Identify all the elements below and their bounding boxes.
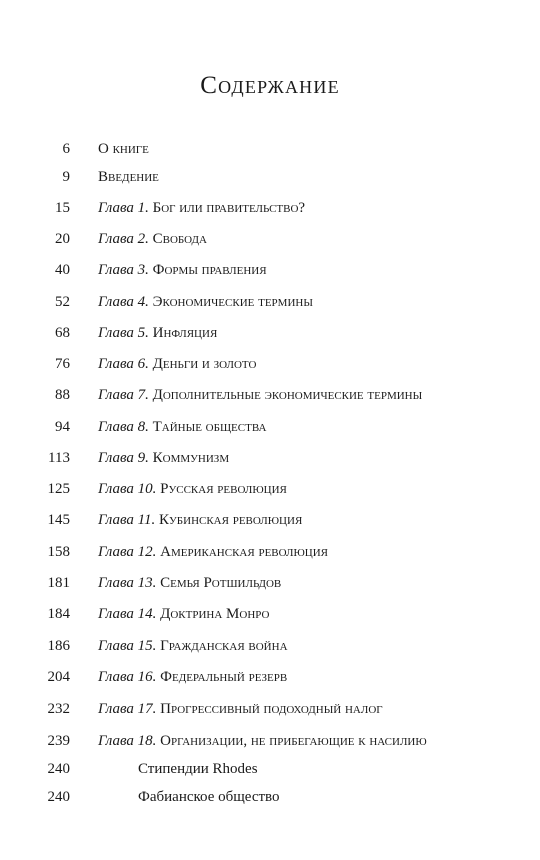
chapter-number: Глава 1. <box>98 200 149 216</box>
toc-row[interactable] <box>0 197 540 219</box>
toc-entry <box>138 786 280 808</box>
page-title: Содержание <box>200 72 340 99</box>
toc-row[interactable] <box>0 478 540 500</box>
toc-entry <box>98 322 217 344</box>
chapter-number: Глава 3. <box>98 262 149 278</box>
toc-page-number: 9 <box>62 169 70 185</box>
chapter-number: Глава 14. <box>98 606 157 622</box>
toc-page-number: 240 <box>47 761 70 777</box>
entry-title: Фабианское общество <box>138 789 280 805</box>
entry-title: Свобода <box>152 231 207 247</box>
toc-page-number: 239 <box>47 733 70 749</box>
toc-entry <box>138 758 258 780</box>
entry-title: Прогрессивный подоходный налог <box>160 701 383 717</box>
toc-entry <box>98 447 229 469</box>
toc-page-number: 125 <box>47 481 70 497</box>
entry-title: Коммунизм <box>152 450 230 466</box>
toc-row[interactable] <box>0 353 540 375</box>
toc-entry <box>98 509 302 531</box>
entry-title: Дополнительные экономические термины <box>152 387 423 403</box>
toc-row[interactable] <box>0 509 540 531</box>
toc-entry <box>98 259 267 281</box>
toc-page-number: 186 <box>47 638 70 654</box>
entry-title: Стипендии Rhodes <box>138 761 258 777</box>
toc-page-number: 76 <box>55 356 70 372</box>
chapter-number: Глава 9. <box>98 450 149 466</box>
entry-title: Деньги и золото <box>152 356 257 372</box>
toc-page-number: 94 <box>55 419 70 435</box>
toc-page-number: 6 <box>62 141 70 157</box>
chapter-number: Глава 15. <box>98 638 157 654</box>
toc-page-number: 232 <box>47 701 70 717</box>
entry-title: Кубинская революция <box>159 512 303 528</box>
chapter-number: Глава 10. <box>98 481 157 497</box>
toc-row[interactable] <box>0 572 540 594</box>
chapter-number: Глава 13. <box>98 575 157 591</box>
toc-entry <box>98 353 256 375</box>
entry-title: Американская революция <box>160 544 329 560</box>
chapter-number: Глава 4. <box>98 294 149 310</box>
toc-row[interactable] <box>0 166 540 188</box>
entry-title: Русская революция <box>160 481 287 497</box>
toc-row[interactable] <box>0 259 540 281</box>
entry-title: Семья Ротшильдов <box>160 575 282 591</box>
toc-entry <box>98 166 159 188</box>
toc-row[interactable] <box>0 541 540 563</box>
entry-title: Бог или правительство? <box>152 200 306 216</box>
toc-page-number: 15 <box>55 200 70 216</box>
entry-title: О книге <box>98 141 149 157</box>
entry-title: Организации, не прибегающие к насилию <box>160 733 427 749</box>
toc-entry <box>98 666 287 688</box>
toc-entry <box>98 572 281 594</box>
toc-entry <box>98 138 149 160</box>
entry-title: Гражданская война <box>160 638 288 654</box>
toc-page-number: 113 <box>48 450 70 466</box>
toc-entry <box>98 384 422 406</box>
toc-row[interactable] <box>0 730 540 752</box>
toc-page-number: 181 <box>47 575 70 591</box>
toc-entry <box>98 197 305 219</box>
toc-entry <box>98 291 313 313</box>
toc-page-number: 240 <box>47 789 70 805</box>
toc-row[interactable] <box>0 666 540 688</box>
toc-page-number: 20 <box>55 231 70 247</box>
chapter-number: Глава 16. <box>98 669 157 685</box>
toc-page-number: 88 <box>55 387 70 403</box>
toc-row[interactable] <box>0 291 540 313</box>
chapter-number: Глава 5. <box>98 325 149 341</box>
toc-page-number: 158 <box>47 544 70 560</box>
entry-title: Тайные общества <box>152 419 267 435</box>
toc-page-number: 68 <box>55 325 70 341</box>
toc-entry <box>98 228 207 250</box>
entry-title: Инфляция <box>152 325 218 341</box>
toc-entry <box>98 603 269 625</box>
toc-entry <box>98 478 287 500</box>
toc-entry <box>98 541 328 563</box>
toc-entry <box>98 416 266 438</box>
toc-row[interactable] <box>0 698 540 720</box>
toc-entry <box>98 698 383 720</box>
toc-page-number: 145 <box>47 512 70 528</box>
chapter-number: Глава 17. <box>98 701 157 717</box>
chapter-number: Глава 12. <box>98 544 157 560</box>
chapter-number: Глава 11. <box>98 512 156 528</box>
chapter-number: Глава 8. <box>98 419 149 435</box>
toc-row[interactable] <box>0 384 540 406</box>
entry-title: Формы правления <box>152 262 267 278</box>
toc-row[interactable] <box>0 322 540 344</box>
toc-page-number: 184 <box>47 606 70 622</box>
entry-title: Федеральный резерв <box>160 669 288 685</box>
toc-page-number: 52 <box>55 294 70 310</box>
toc-row[interactable] <box>0 416 540 438</box>
chapter-number: Глава 7. <box>98 387 149 403</box>
chapter-number: Глава 18. <box>98 733 157 749</box>
entry-title: Доктрина Монро <box>160 606 270 622</box>
toc-row[interactable] <box>0 138 540 160</box>
toc-row[interactable] <box>0 603 540 625</box>
entry-title: Экономические термины <box>152 294 313 310</box>
toc-row[interactable] <box>0 758 540 780</box>
chapter-number: Глава 2. <box>98 231 149 247</box>
toc-row[interactable] <box>0 228 540 250</box>
toc-entry <box>98 635 288 657</box>
entry-title: Введение <box>98 169 159 185</box>
toc-page-number: 40 <box>55 262 70 278</box>
chapter-number: Глава 6. <box>98 356 149 372</box>
toc-page-number: 204 <box>47 669 70 685</box>
toc-entry <box>98 730 427 752</box>
toc-row[interactable] <box>0 447 540 469</box>
toc-row[interactable] <box>0 635 540 657</box>
toc-row[interactable] <box>0 786 540 808</box>
